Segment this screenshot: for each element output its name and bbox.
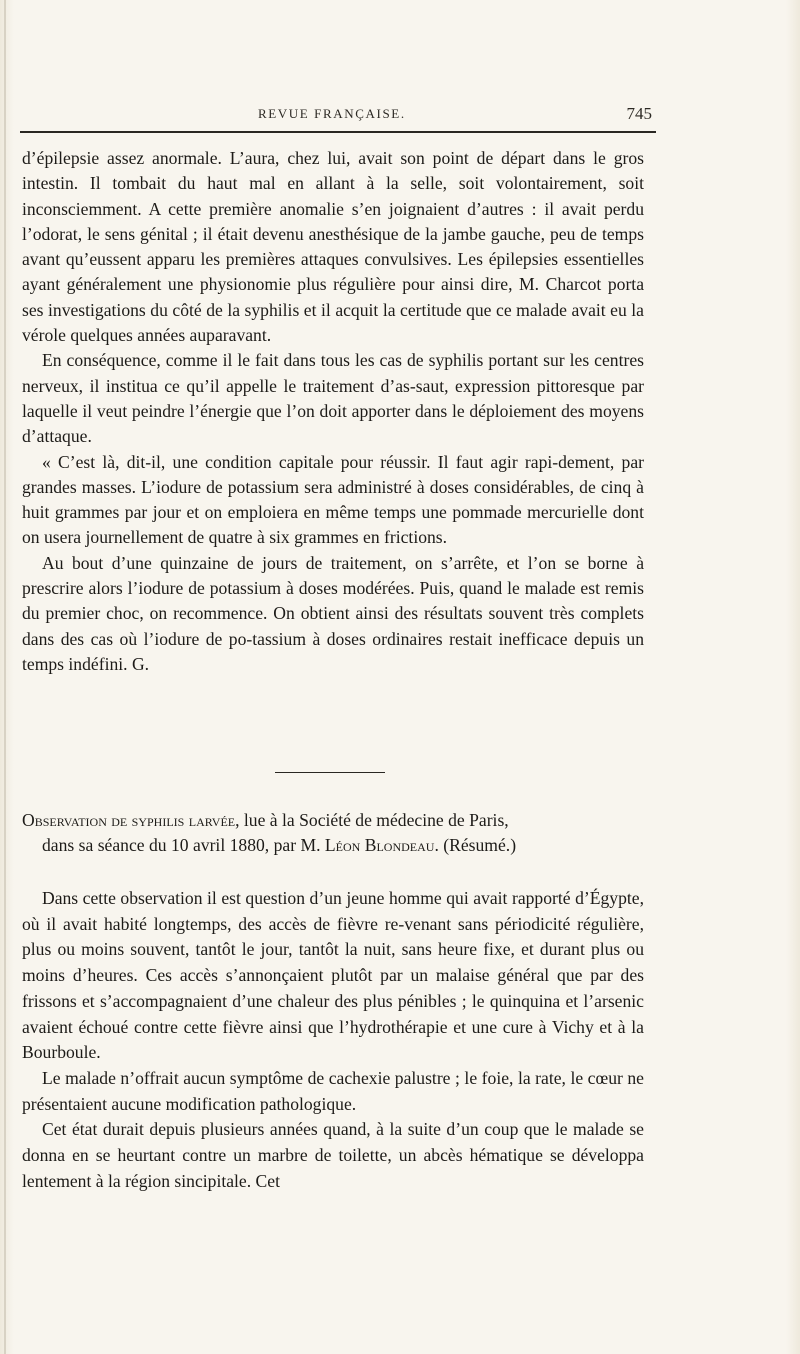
paragraph: Au bout d’une quinzaine de jours de traitement, on s’arrête, et l’on se borne à prescrire alors l’iodure de potassium à doses modérées. Puis, quand le malade est remis du premier choc, on recommence. On obtient ainsi des résultats souvent très complets dans des cas où l’iodure de po-tassium à doses ordinaires restait inefficace depuis un temps indéfini. G.: [22, 552, 644, 674]
section-separator: [275, 772, 385, 773]
paragraph: Cet état durait depuis plusieurs années quand, à la suite d’un coup que le malade se donna en se heurtant contre un marbre de toilette, un abcès hématique se développa lentement à la région sincipitale. Cet: [22, 1119, 644, 1191]
page-edge: [4, 0, 6, 1354]
main-text-section-2: [22, 886, 644, 1194]
observation-heading-line-2: [22, 833, 644, 858]
running-title: REVUE FRANÇAISE.: [258, 106, 406, 121]
page-header: [20, 104, 656, 128]
paragraph: En conséquence, comme il le fait dans tous les cas de syphilis portant sur les centres nerveux, il institua ce qu’il appelle le traitement d’as-saut, expression pittoresque par laquelle il veut peindre l’énergie que l’on doit apporter dans le déploiement des moyens d’attaque.: [22, 350, 644, 447]
observation-title-rest: lue à la Société de médecine de Paris,: [239, 810, 509, 830]
observation-summary-note: . (Résumé.): [434, 835, 517, 855]
observation-heading-line-1: [22, 808, 644, 833]
observation-heading: [22, 808, 644, 858]
paragraph: d’épilepsie assez anormale. L’aura, chez lui, avait son point de départ dans le gros intestin. Il tombait du haut mal en allant à la selle, soit volontairement, soit inconsciemment. A cette première anomalie s’en joignaient d’autres : il avait perdu l’odorat, le sens génital ; il était devenu anesthésique de la jambe gauche, peu de temps avant qu’eussent apparu les premières attaques convulsives. Les épilepsies essentielles ayant généralement une physionomie plus régulière pour ainsi dire, M. Charcot porta ses investigations du côté de la syphilis et il acquit la certitude que ce malade avait eu la vérole quelques années auparavant.: [22, 148, 644, 346]
observation-title: Observation de syphilis larvée,: [22, 810, 240, 830]
page-number: 745: [626, 104, 652, 123]
paragraph: « C’est là, dit-il, une condition capitale pour réussir. Il faut agir rapi-dement, par grandes masses. L’iodure de potassium sera administré à doses considérables, de cinq à huit grammes par jour et on emploiera en même temps une pommade mercurielle dont on usera journellement de quatre à six grammes en frictions.: [22, 451, 644, 548]
paragraph: Le malade n’offrait aucun symptôme de cachexie palustre ; le foie, la rate, le cœur ne présentaient aucune modification pathologique.: [22, 1067, 644, 1114]
observation-date: dans sa séance du 10 avril 1880, par M.: [42, 835, 325, 855]
main-text-section-1: [22, 146, 644, 677]
header-rule: [20, 131, 656, 133]
paragraph: Dans cette observation il est question d’un jeune homme qui avait rapporté d’Égypte, où il avait habité longtemps, des accès de fièvre re-venant sans périodicité régulière, plus ou moins souvent, tantôt le jour, tantôt la nuit, sans heure fixe, et durant plus ou moins d’heures. Ces accès s’annonçaient plutôt par un malaise général que par des frissons et s’accompagnaient d’une chaleur des plus pénibles ; le quinquina et l’arsenic avaient échoué contre cette fièvre ainsi que l’hydrothérapie et une cure à Vichy et à la Bourboule.: [22, 888, 644, 1063]
observation-author: Léon Blondeau: [324, 835, 435, 855]
